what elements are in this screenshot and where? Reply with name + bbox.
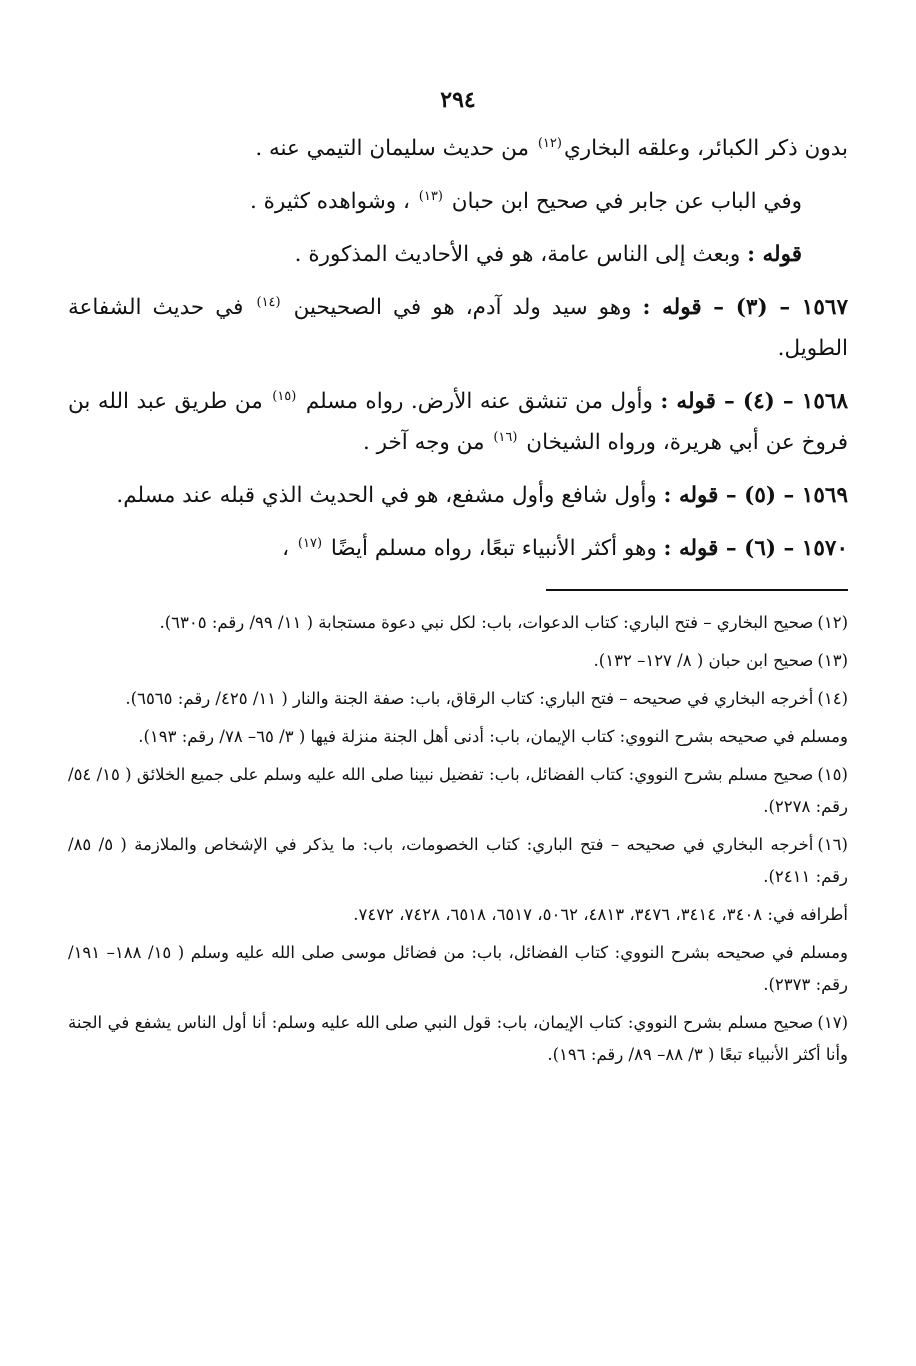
- hadith-1570-text-a: وهو أكثر الأنبياء تبعًا، رواه مسلم أيضًا: [324, 536, 664, 561]
- hadith-1569: [68, 475, 848, 516]
- paragraph-2-text-b: ، وشواهده كثيرة .: [249, 189, 417, 214]
- hadith-1567-text-a: وهو سيد ولد آدم، هو في الصحيحين: [282, 295, 643, 320]
- hadith-1569-text: وأول شافع وأول مشفع، هو في الحديث الذي قبله عند مسلم.: [116, 483, 664, 508]
- footnote-ref-14[interactable]: (١٤): [256, 294, 281, 310]
- paragraph-2: [68, 181, 848, 222]
- footnote-16-text: أخرجه البخاري في صحيحه – فتح الباري: كتاب الخصومات، باب: ما يذكر في الإشخاص والملازمة ( ٥/ ٨٥/ رقم: ٢٤١١).: [68, 835, 848, 886]
- footnote-14b-text: ومسلم في صحيحه بشرح النووي: كتاب الإيمان، باب: أدنى أهل الجنة منزلة فيها ( ٣/ ٦٥– ٧٨/ رقم: ١٩٣).: [138, 727, 848, 746]
- footnote-13: [68, 645, 848, 677]
- hadith-1568-text-c: من وجه آخر .: [362, 430, 492, 455]
- footnote-17-text: صحيح مسلم بشرح النووي: كتاب الإيمان، باب: قول النبي صلى الله عليه وسلم: أنا أول الناس يشفع في الجنة وأنا أكثر الأنبياء تبعًا ( ٣/ ٨٨– ٨٩/ رقم: ١٩٦).: [68, 1013, 848, 1064]
- footnote-16: [68, 829, 848, 893]
- paragraph-1-text-b: من حديث سليمان التيمي عنه .: [255, 136, 536, 161]
- footnote-16-continuation: [68, 937, 848, 1001]
- footnote-16c-text: ومسلم في صحيحه بشرح النووي: كتاب الفضائل، باب: من فضائل موسى صلى الله عليه وسلم ( ١٥/ ١٨٨– ١٩١/ رقم: ٢٣٧٣).: [68, 943, 848, 994]
- paragraph-1: [68, 128, 848, 169]
- footnote-15-text: صحيح مسلم بشرح النووي: كتاب الفضائل، باب: تفضيل نبينا صلى الله عليه وسلم على جميع الخلائق ( ١٥/ ٥٤/ رقم: ٢٢٧٨).: [68, 765, 848, 816]
- hadith-1570-text-b: ،: [282, 536, 296, 561]
- main-text: [68, 128, 848, 569]
- paragraph-1-text-a: بدون ذكر الكبائر، وعلقه البخاري: [563, 136, 848, 161]
- page-number: ٢٩٤: [440, 87, 476, 113]
- footnote-divider: [546, 589, 848, 591]
- hadith-1568-text-b: من طريق عبد الله بن فروخ عن أبي هريرة، ورواه الشيخان: [68, 389, 848, 455]
- footnote-13-number: (١٣): [817, 651, 848, 670]
- book-page: [68, 80, 848, 1350]
- hadith-1567-text-b: في حديث الشفاعة الطويل.: [68, 295, 848, 361]
- footnote-14-number: (١٤): [817, 689, 848, 708]
- footnote-15-number: (١٥): [817, 765, 848, 784]
- paragraph-3-text: وبعث إلى الناس عامة، هو في الأحاديث المذكورة .: [294, 242, 748, 267]
- footnote-14-text: أخرجه البخاري في صحيحه – فتح الباري: كتاب الرقاق، باب: صفة الجنة والنار ( ١١/ ٤٢٥/ رقم: ٦٥٦٥).: [125, 689, 814, 708]
- footnote-ref-13[interactable]: (١٣): [418, 188, 443, 204]
- hadith-1568: [68, 381, 848, 463]
- paragraph-3-lead: قوله :: [747, 242, 802, 267]
- footnote-14-continuation: [68, 721, 848, 753]
- footnote-ref-12[interactable]: (١٢): [537, 135, 562, 151]
- footnote-16-number: (١٦): [817, 835, 848, 854]
- hadith-1568-number: ١٥٦٨ – (٤) – قوله :: [660, 389, 848, 414]
- footnote-13-text: صحيح ابن حبان ( ٨/ ١٢٧– ١٣٢).: [593, 651, 814, 670]
- hadith-1570-number: ١٥٧٠ – (٦) – قوله :: [663, 536, 848, 561]
- footnote-ref-16[interactable]: (١٦): [493, 429, 518, 445]
- hadith-1568-text-a: وأول من تنشق عنه الأرض. رواه مسلم: [298, 389, 661, 414]
- hadith-1570: [68, 528, 848, 569]
- hadith-1567-number: ١٥٦٧ – (٣) – قوله :: [642, 295, 848, 320]
- footnote-ref-15[interactable]: (١٥): [272, 388, 297, 404]
- footnote-15: [68, 759, 848, 823]
- footnote-12: [68, 607, 848, 639]
- footnote-ref-17[interactable]: (١٧): [297, 535, 323, 551]
- paragraph-3: [68, 234, 848, 275]
- footnote-16b-text: أطرافه في: ٣٤٠٨، ٣٤١٤، ٣٤٧٦، ٤٨١٣، ٥٠٦٢، ٦٥١٧، ٦٥١٨، ٧٤٢٨، ٧٤٧٢.: [353, 905, 848, 924]
- footnote-12-text: صحيح البخاري – فتح الباري: كتاب الدعوات، باب: لكل نبي دعوة مستجابة ( ١١/ ٩٩/ رقم: ٦٣٠٥).: [159, 613, 814, 632]
- footnotes: [68, 607, 848, 1071]
- footnote-14: [68, 683, 848, 715]
- footnote-17: [68, 1007, 848, 1071]
- footnote-17-number: (١٧): [817, 1013, 848, 1032]
- hadith-1567: [68, 287, 848, 369]
- paragraph-2-text-a: وفي الباب عن جابر في صحيح ابن حبان: [444, 189, 802, 214]
- hadith-1569-number: ١٥٦٩ – (٥) – قوله :: [663, 483, 848, 508]
- footnote-16-cross-references: [68, 899, 848, 931]
- footnote-12-number: (١٢): [817, 613, 848, 632]
